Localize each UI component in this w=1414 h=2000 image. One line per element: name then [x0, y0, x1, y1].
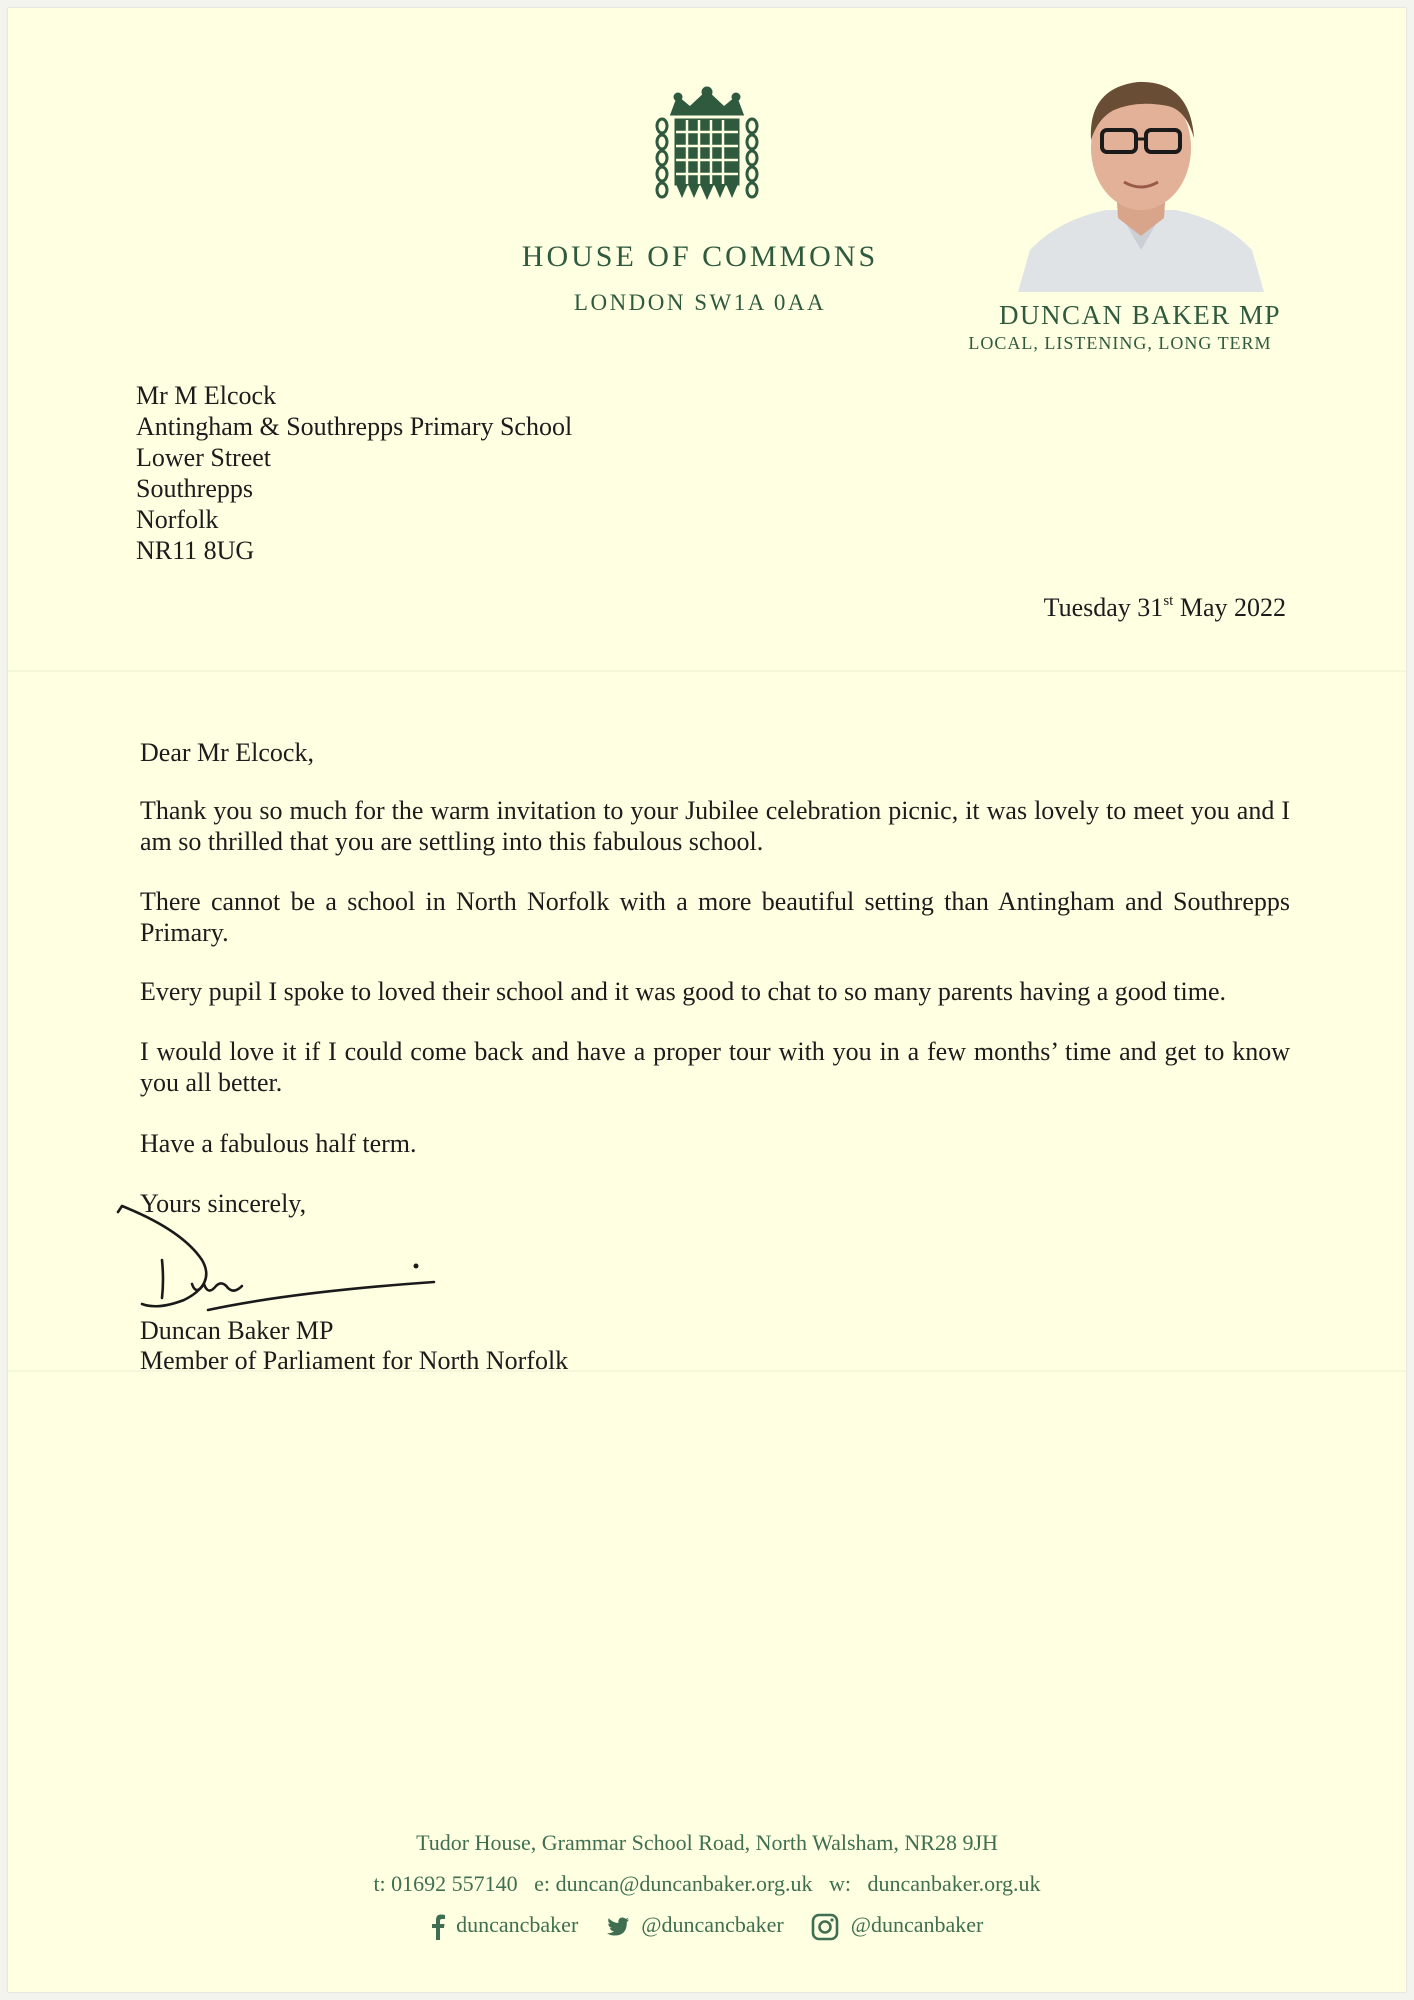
footer-address: Tudor House, Grammar School Road, North Walsham, NR28 9JH — [416, 1830, 998, 1855]
mp-tagline: LOCAL, LISTENING, LONG TERM — [968, 333, 1272, 353]
letter-date — [1044, 592, 1286, 623]
facebook-handle[interactable]: duncancbaker — [456, 1912, 579, 1937]
salutation: Dear Mr Elcock, — [140, 738, 314, 767]
body-paragraph: Thank you so much for the warm invitation to your Jubilee celebration picnic, it was lovely to meet you and I am so thrilled that you are settling into this fabulous school. — [140, 796, 1290, 856]
instagram-handle[interactable]: @duncanbaker — [850, 1912, 984, 1937]
email-label: e: — [534, 1871, 551, 1896]
recipient-organisation: Antingham & Southrepps Primary School — [136, 412, 573, 441]
recipient-postcode: NR11 8UG — [136, 536, 255, 565]
body-paragraph: I would love it if I could come back and have a proper tour with you in a few months’ time and get to know you all better. — [140, 1037, 1290, 1097]
body-paragraph: There cannot be a school in North Norfolk with a more beautiful setting than Antingham and Southrepps Primary. — [140, 887, 1290, 947]
closing: Yours sincerely, — [140, 1189, 307, 1218]
recipient-county: Norfolk — [136, 505, 219, 534]
letterhead-institution: HOUSE OF COMMONS — [521, 240, 879, 273]
fold-line — [8, 670, 1406, 672]
phone-number: 01692 557140 — [391, 1871, 518, 1896]
handwritten-signature — [112, 1200, 452, 1325]
recipient-address — [136, 380, 572, 566]
footer-social — [0, 1912, 1414, 1941]
letterhead-address: LONDON SW1A 0AA — [573, 290, 827, 315]
body-paragraph: Have a fabulous half term. — [140, 1129, 417, 1158]
email-link[interactable]: duncan@duncanbaker.org.uk — [555, 1871, 813, 1896]
portcullis-icon — [652, 86, 762, 208]
body-paragraph: Every pupil I spoke to loved their school and it was good to chat to so many parents having a good time. — [140, 977, 1227, 1006]
date-prefix: Tuesday 31 — [1043, 593, 1164, 622]
date-rest: May 2022 — [1173, 593, 1286, 622]
mp-name: DUNCAN BAKER MP — [998, 300, 1282, 330]
recipient-street: Lower Street — [136, 443, 272, 472]
sender-title: Member of Parliament for North Norfolk — [140, 1346, 569, 1375]
recipient-name: Mr M Elcock — [136, 381, 277, 410]
footer-contact — [0, 1871, 1414, 1897]
twitter-icon — [606, 1917, 630, 1937]
instagram-icon — [811, 1913, 839, 1941]
web-label: w: — [828, 1871, 851, 1896]
date-ordinal: st — [1163, 593, 1174, 609]
sender-name: Duncan Baker MP — [140, 1316, 334, 1345]
phone-label: t: — [373, 1871, 386, 1896]
web-link[interactable]: duncanbaker.org.uk — [867, 1871, 1041, 1896]
facebook-icon — [431, 1914, 445, 1940]
twitter-handle[interactable]: @duncancbaker — [641, 1912, 784, 1937]
recipient-town: Southrepps — [136, 474, 253, 503]
mp-portrait-photo — [1018, 60, 1264, 292]
